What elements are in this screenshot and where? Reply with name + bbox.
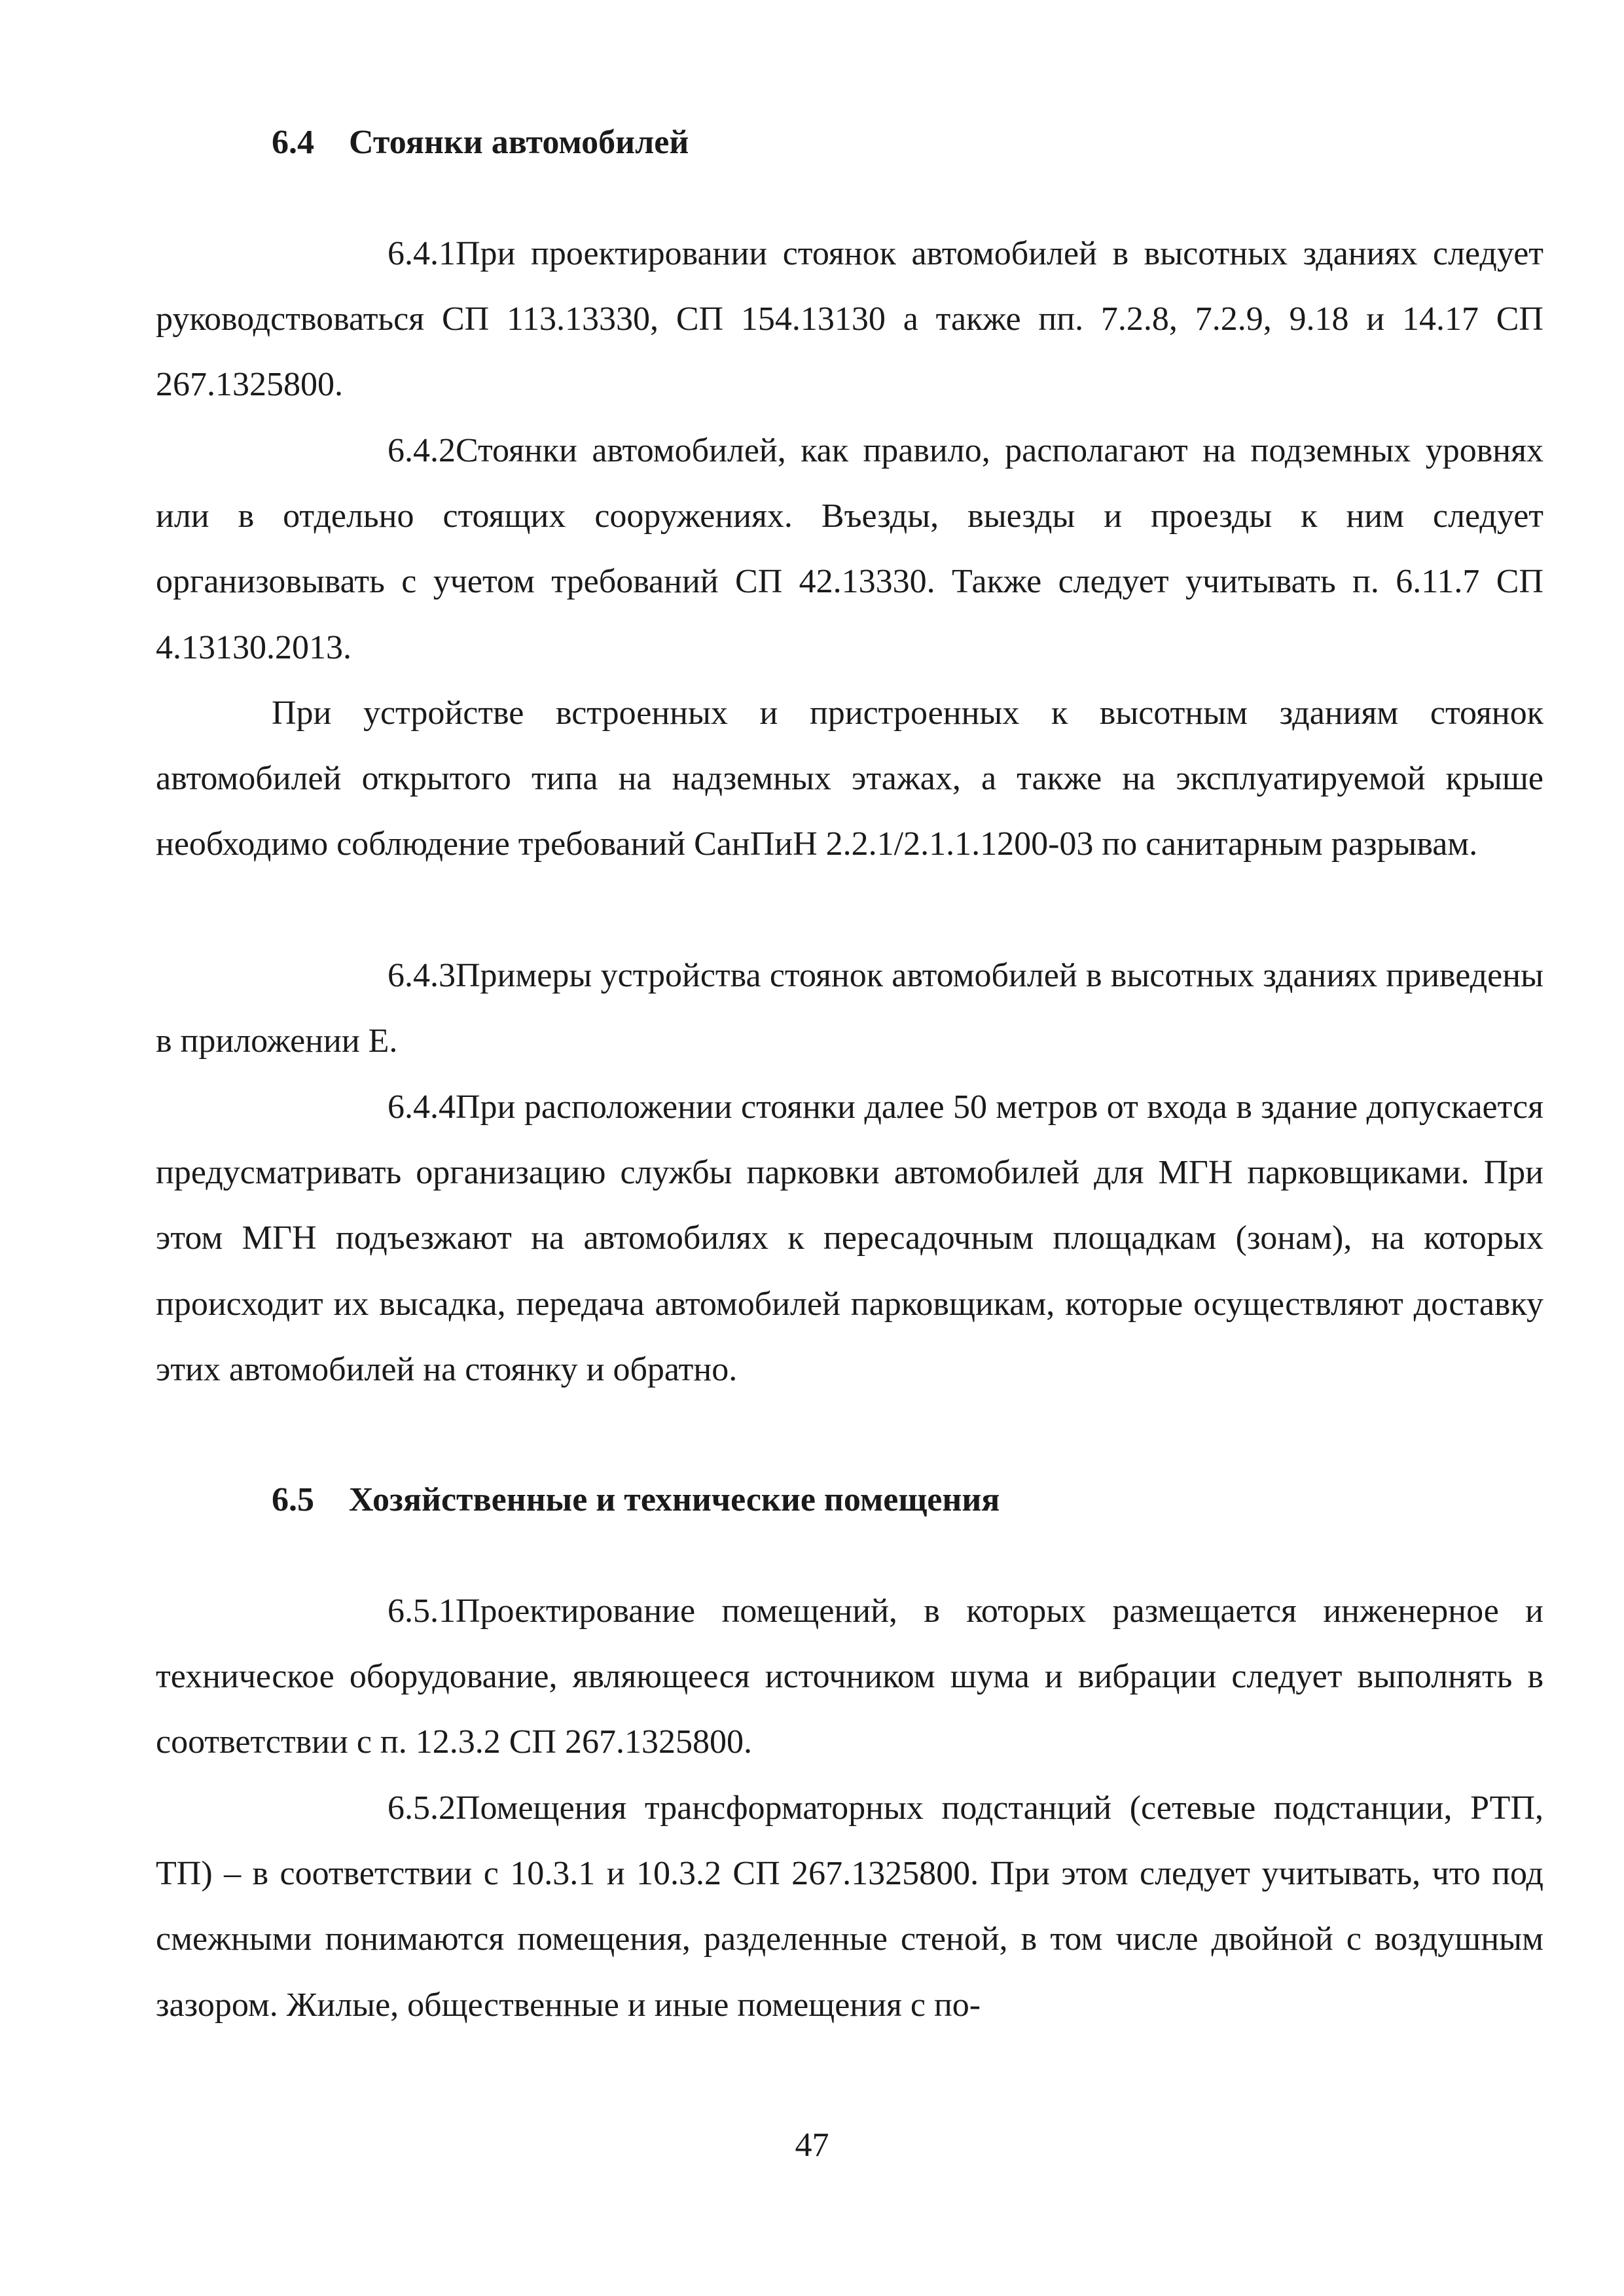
section-heading-6-5 [272, 1480, 1000, 1520]
section-title: Стоянки автомобилей [349, 124, 689, 161]
section-number: 6.4 [272, 124, 314, 161]
paragraph-6-4-2 [156, 418, 1543, 681]
paragraph-text: Примеры устройства стоянок автомобилей в высотных зданиях приведены в приложении Е. [156, 957, 1543, 1060]
page-number: 47 [795, 2126, 829, 2164]
paragraph-6-5-2 [156, 1776, 1543, 2038]
section-heading-6-4 [272, 123, 689, 162]
paragraph-6-4-4 [156, 1075, 1543, 1403]
paragraph-text: Проектирование помещений, в которых размещается инженерное и техническое оборудование, являющееся источником шума и вибрации следует выполнять в соответствии с п. 12.3.2 СП 267.1325800. [156, 1592, 1543, 1761]
paragraph-text: При расположении стоянки далее 50 метров от входа в здание допускается предусматривать организацию службы парковки автомобилей для МГН парковщиками. При этом МГН подъезжают на автомобилях к пересадочным площадкам (зонам), на которых происходит их высадка, передача автомобилей парковщикам, которые осуществляют доставку этих автомобилей на стоянку и обратно. [156, 1088, 1543, 1388]
paragraph-6-4-1 [156, 221, 1543, 418]
section-title: Хозяйственные и технические помещения [349, 1481, 1000, 1518]
paragraph-number: 6.5.2 [388, 1789, 456, 1827]
paragraph-text: При устройстве встроенных и пристроенных к высотным зданиям стоянок автомобилей открытого типа на надземных этажах, а также на эксплуатируемой крыше необходимо соблюдение требований СанПиН 2.2.1/2.1.1.1200-03 по санитарным разрывам. [156, 694, 1543, 863]
paragraph-number: 6.4.3 [388, 957, 456, 994]
paragraph-number: 6.5.1 [388, 1592, 456, 1630]
paragraph-number: 6.4.4 [388, 1088, 456, 1126]
paragraph-number: 6.4.1 [388, 235, 456, 272]
paragraph-text: Стоянки автомобилей, как правило, располагают на подземных уровнях или в отдельно стоящих сооружениях. Въезды, выезды и проезды к ним следует организовывать с учетом требований СП 42.13330. Также следует учитывать п. 6.11.7 СП 4.13130.2013. [156, 432, 1543, 666]
paragraph-number: 6.4.2 [388, 432, 456, 469]
paragraph-text: При проектировании стоянок автомобилей в высотных зданиях следует руководствоваться СП 113.13330, СП 154.13130 а также пп. 7.2.8, 7.2.9, 9.18 и 14.17 СП 267.1325800. [156, 235, 1543, 404]
paragraph-text: Помещения трансформаторных подстанций (сетевые подстанции, РТП, ТП) – в соответствии с 10.3.1 и 10.3.2 СП 267.1325800. При этом следует учитывать, что под смежными понимаются помещения, разделенные стеной, в том числе двойной с воздушным зазором. Жилые, общественные и иные помещения с по- [156, 1789, 1543, 2024]
paragraph-6-4-3 [156, 943, 1543, 1074]
paragraph-6-5-1 [156, 1579, 1543, 1776]
section-number: 6.5 [272, 1481, 314, 1518]
paragraph-6-4-2-continued [156, 681, 1543, 878]
